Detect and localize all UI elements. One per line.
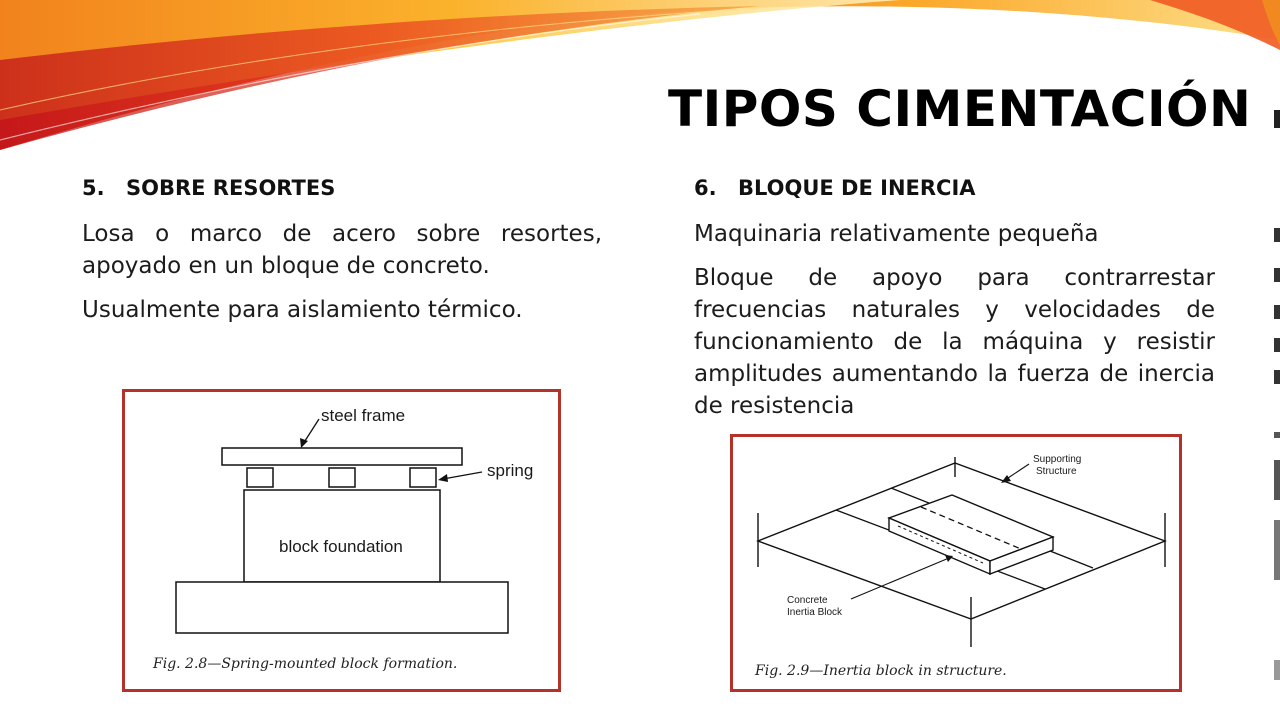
spring-arrow-line xyxy=(443,472,482,479)
right-paragraph-1: Maquinaria relativamente pequeña xyxy=(694,221,1099,247)
block-foundation-shape xyxy=(244,490,440,582)
spring-3 xyxy=(410,468,436,487)
steel-frame-slab xyxy=(222,448,462,465)
steel-frame-label: steel frame xyxy=(321,406,406,425)
right-section-number: 6. xyxy=(694,176,717,200)
left-section-title: SOBRE RESORTES xyxy=(126,176,336,200)
block-foundation-label: block foundation xyxy=(279,537,403,556)
spring-1 xyxy=(247,468,273,487)
right-paragraph-2: Bloque de apoyo para contrarrestar frecuencias naturales y velocidades de funcionamiento de la máquina y resistir amplitudes aumentando la fuerza de inercia de resistencia xyxy=(694,265,1215,419)
right-section-heading xyxy=(694,176,976,200)
base-slab xyxy=(176,582,508,633)
spring-2 xyxy=(329,468,355,487)
left-section-number: 5. xyxy=(82,176,105,200)
left-paragraph-2: Usualmente para aislamiento térmico. xyxy=(82,297,523,323)
left-section-heading xyxy=(82,176,335,200)
spring-mounted-figure xyxy=(122,389,561,692)
concrete-label-line2: Inertia Block xyxy=(787,607,843,618)
steel-frame-arrow-head xyxy=(300,438,308,448)
concrete-label-line1: Concrete xyxy=(787,595,828,606)
next-slide-edge-decoration xyxy=(1262,0,1280,720)
inertia-block-figure xyxy=(730,434,1182,692)
left-figure-caption: Fig. 2.8—Spring-mounted block formation. xyxy=(153,656,458,672)
supporting-label-line1: Supporting xyxy=(1033,454,1082,465)
spring-label: spring xyxy=(487,461,534,480)
right-section-title: BLOQUE DE INERCIA xyxy=(738,176,976,200)
supporting-label-line2: Structure xyxy=(1036,466,1077,477)
spring-arrow-head xyxy=(438,474,448,482)
left-paragraph-1: Losa o marco de acero sobre resortes, apoyado en un bloque de concreto. xyxy=(82,221,602,279)
right-figure-caption: Fig. 2.9—Inertia block in structure. xyxy=(755,663,1007,679)
slide-title: TIPOS CIMENTACIÓN xyxy=(668,80,1252,138)
inertia-block-diagram xyxy=(733,437,1179,689)
